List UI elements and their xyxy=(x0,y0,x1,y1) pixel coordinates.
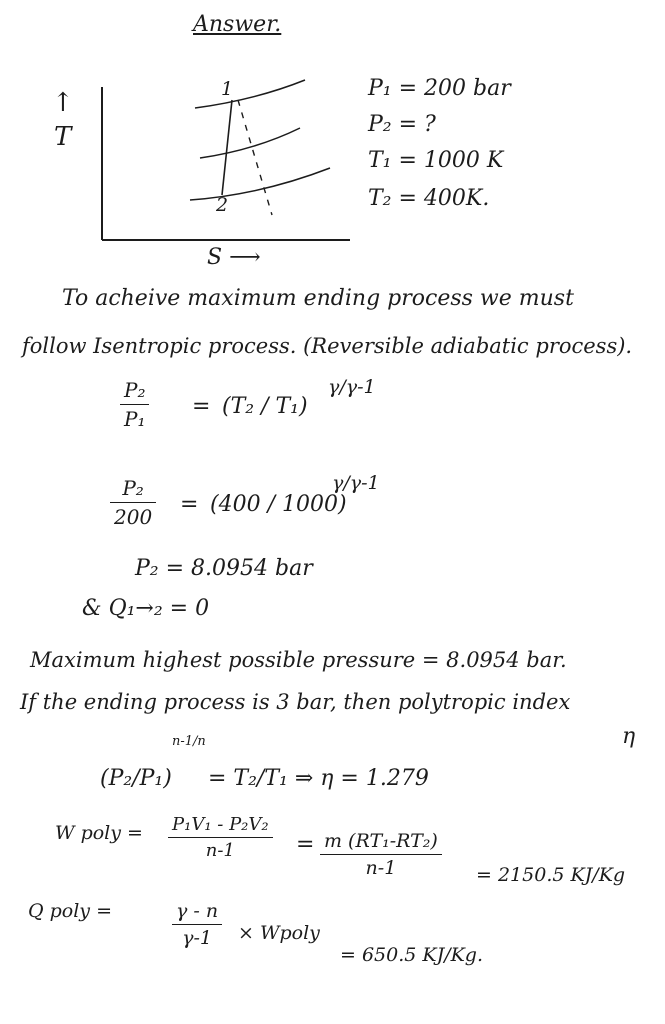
eq3-result: P₂ = 8.0954 bar xyxy=(135,556,313,581)
intro-line-2: follow Isentropic process. (Reversible adiabatic process). xyxy=(22,334,633,358)
eq1-exponent: γ/γ-1 xyxy=(328,376,376,398)
eq5-exponent: n-1/n xyxy=(172,734,206,749)
wpoly-equals: = xyxy=(296,832,315,857)
eq1-lhs-num: P₂ xyxy=(120,378,149,405)
state-1-label: 1 xyxy=(221,78,234,100)
given-t2: T₂ = 400K. xyxy=(368,186,490,211)
qpoly-label: Q poly = xyxy=(28,900,112,922)
given-p1: P₁ = 200 bar xyxy=(368,76,511,101)
wpoly-result: = 2150.5 KJ/Kg xyxy=(476,864,626,886)
given-t1: T₁ = 1000 K xyxy=(368,148,504,173)
isobar-1 xyxy=(195,80,305,108)
wpoly-frac2 xyxy=(320,830,442,879)
eq2-equals: = xyxy=(180,492,199,517)
wpoly-frac2-den: n-1 xyxy=(365,857,397,879)
qpoly-frac xyxy=(172,900,222,949)
isobar-3 xyxy=(190,168,330,200)
t-axis-label: T xyxy=(54,122,72,152)
qpoly-frac-num: γ - n xyxy=(172,900,222,925)
eq2-lhs-den: 200 xyxy=(114,505,153,529)
s-axis-label: S ⟶ xyxy=(207,245,261,270)
wpoly-frac2-num: m (RT₁-RT₂) xyxy=(320,830,442,855)
process-line-1-2 xyxy=(222,100,232,195)
intro-line-1: To acheive maximum ending process we must xyxy=(62,286,574,311)
isentropic-dashed-line xyxy=(238,100,272,215)
eq1-rhs: (T₂ / T₁) xyxy=(222,394,308,419)
eq5-lhs: (P₂/P₁) xyxy=(100,766,172,791)
polytropic-n: η xyxy=(622,724,636,749)
eq1-lhs-fraction xyxy=(120,378,149,431)
max-pressure-line: Maximum highest possible pressure = 8.0954 bar. xyxy=(30,648,567,672)
eq4-heat: & Q₁→₂ = 0 xyxy=(82,596,210,621)
given-p2: P₂ = ? xyxy=(368,112,436,137)
qpoly-result: = 650.5 KJ/Kg. xyxy=(340,944,484,966)
eq2-exponent: γ/γ-1 xyxy=(332,472,380,494)
wpoly-frac1 xyxy=(168,814,273,861)
eq1-lhs-den: P₁ xyxy=(124,407,146,431)
qpoly-times: × Wpoly xyxy=(238,922,320,944)
polytropic-line: If the ending process is 3 bar, then polytropic index xyxy=(20,690,571,714)
wpoly-frac1-den: n-1 xyxy=(205,840,235,861)
eq2-lhs-num: P₂ xyxy=(110,476,156,503)
eq1-equals: = xyxy=(192,394,211,419)
eq2-rhs: (400 / 1000) xyxy=(210,492,347,517)
wpoly-frac1-num: P₁V₁ - P₂V₂ xyxy=(168,814,273,838)
t-axis-arrow-icon: ↑ xyxy=(52,88,74,118)
qpoly-frac-den: γ-1 xyxy=(182,927,212,949)
eq2-lhs-fraction xyxy=(110,476,156,529)
eq5-rhs: = T₂/T₁ ⇒ η = 1.279 xyxy=(208,766,429,791)
wpoly-label: W poly = xyxy=(55,822,143,844)
state-2-label: 2 xyxy=(216,194,229,216)
answer-heading: Answer. xyxy=(193,12,282,37)
